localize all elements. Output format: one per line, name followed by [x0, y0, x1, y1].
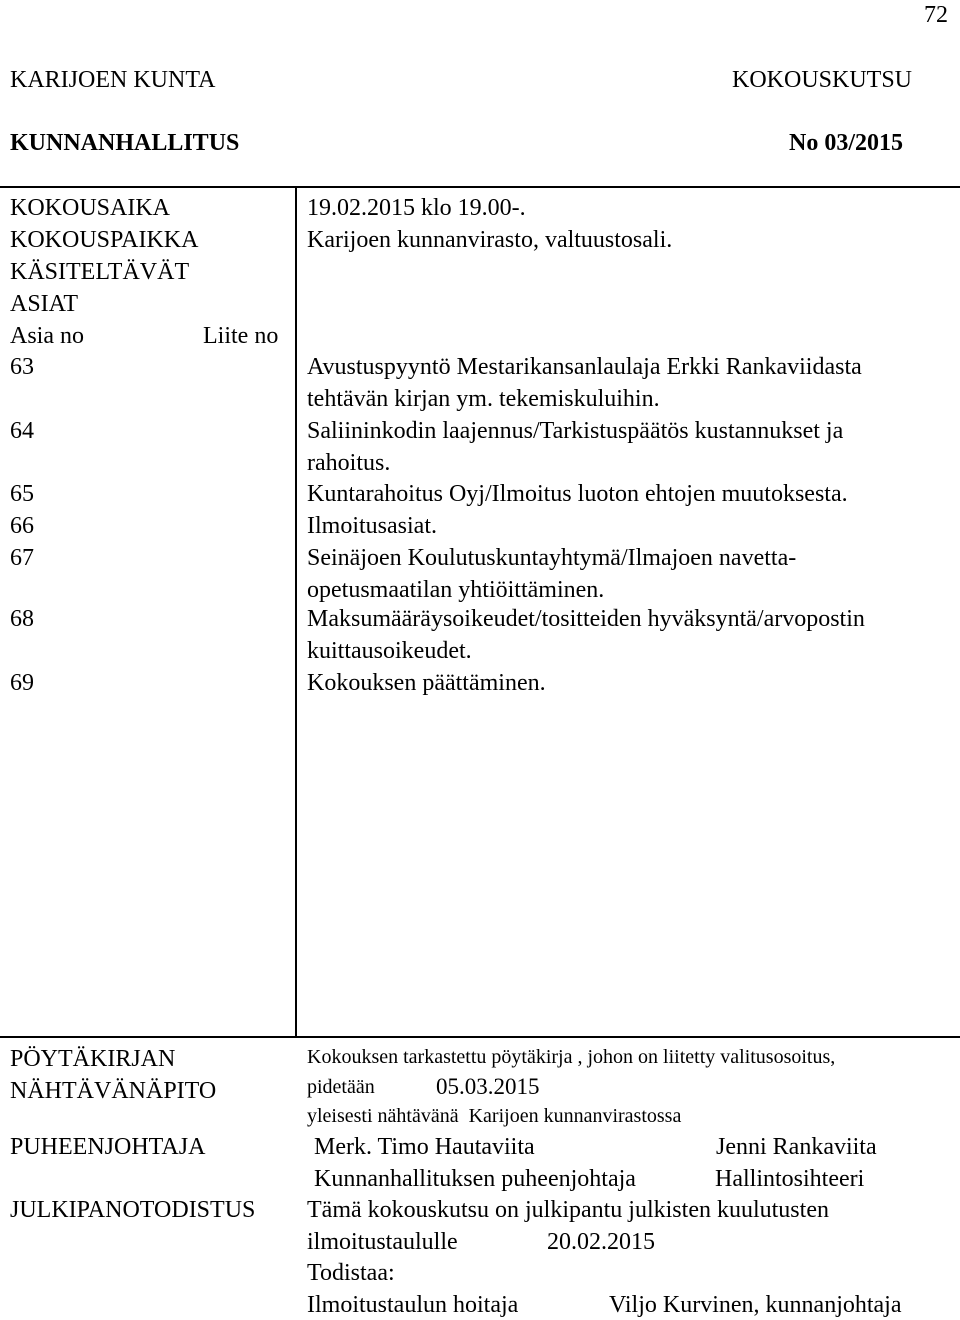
minutes-pidetaan: pidetään: [307, 1076, 375, 1098]
item-text-line: Kuntarahoitus Oyj/Ilmoitus luoton ehtojen muutoksesta.: [307, 481, 848, 507]
item-number: 63: [10, 354, 34, 380]
notice-date: 20.02.2015: [547, 1229, 655, 1255]
board-keeper-name: Viljo Kurvinen, kunnanjohtaja: [609, 1292, 902, 1318]
item-text-line: Seinäjoen Koulutuskuntayhtymä/Ilmajoen navetta-: [307, 545, 797, 571]
secretary-name: Jenni Rankaviita: [716, 1134, 877, 1160]
item-text-line: Avustuspyyntö Mestarikansanlaulaja Erkki Rankaviidasta: [307, 354, 862, 380]
minutes-location: yleisesti nähtävänä Karijoen kunnanvirastossa: [307, 1105, 682, 1127]
notice-label: JULKIPANOTODISTUS: [10, 1197, 256, 1223]
meeting-time-value: 19.02.2015 klo 19.00-.: [307, 195, 526, 221]
item-number: 65: [10, 481, 34, 507]
notice-board: ilmoitustaululle: [307, 1229, 458, 1255]
board-name: KUNNANHALLITUS: [10, 130, 240, 156]
item-text-line: kuittausoikeudet.: [307, 638, 472, 664]
minutes-label-cont: NÄHTÄVÄNÄPITO: [10, 1078, 217, 1104]
secretary-title: Hallintosihteeri: [715, 1166, 865, 1192]
item-text-line: Ilmoitusasiat.: [307, 513, 437, 539]
item-text-line: Kokouksen päättäminen.: [307, 670, 546, 696]
item-number: 67: [10, 545, 34, 571]
minutes-text-line: Kokouksen tarkastettu pöytäkirja , johon on liitetty valitusosoitus,: [307, 1046, 836, 1068]
item-text-line: rahoitus.: [307, 450, 391, 476]
page-number: 72: [924, 2, 948, 28]
item-text-line: opetusmaatilan yhtiöittäminen.: [307, 577, 605, 603]
municipality-name: KARIJOEN KUNTA: [10, 67, 216, 93]
item-number: 69: [10, 670, 34, 696]
item-number: 66: [10, 513, 34, 539]
meeting-place-label: KOKOUSPAIKKA: [10, 227, 199, 253]
table-bottom-rule: [0, 1036, 960, 1038]
item-text-line: tehtävän kirjan ym. tekemiskuluihin.: [307, 386, 660, 412]
chair-name: Merk. Timo Hautaviita: [314, 1134, 535, 1160]
column-divider: [295, 186, 297, 1036]
certifies-label: Todistaa:: [307, 1260, 395, 1286]
chair-label: PUHEENJOHTAJA: [10, 1134, 206, 1160]
notice-text-line: Tämä kokouskutsu on julkipantu julkisten kuulutusten: [307, 1197, 829, 1223]
item-number: 64: [10, 418, 34, 444]
column-liite-no: Liite no: [203, 323, 279, 349]
meeting-number: No 03/2015: [789, 130, 903, 156]
meeting-time-label: KOKOUSAIKA: [10, 195, 170, 221]
minutes-date: 05.03.2015: [436, 1074, 540, 1099]
item-text-line: Saliininkodin laajennus/Tarkistuspäätös kustannukset ja: [307, 418, 844, 444]
table-top-rule: [0, 186, 960, 188]
column-asia-no: Asia no: [10, 323, 84, 349]
matters-label-cont: ASIAT: [10, 291, 79, 317]
chair-title: Kunnanhallituksen puheenjohtaja: [314, 1166, 636, 1192]
board-keeper-label: Ilmoitustaulun hoitaja: [307, 1292, 519, 1318]
document-type: KOKOUSKUTSU: [731, 67, 912, 93]
minutes-label: PÖYTÄKIRJAN: [10, 1046, 176, 1072]
matters-label: KÄSITELTÄVÄT: [10, 259, 190, 285]
item-number: 68: [10, 606, 34, 632]
meeting-place-value: Karijoen kunnanvirasto, valtuustosali.: [307, 227, 673, 253]
item-text-line: Maksumääräysoikeudet/tositteiden hyväksyntä/arvopostin: [307, 606, 865, 632]
